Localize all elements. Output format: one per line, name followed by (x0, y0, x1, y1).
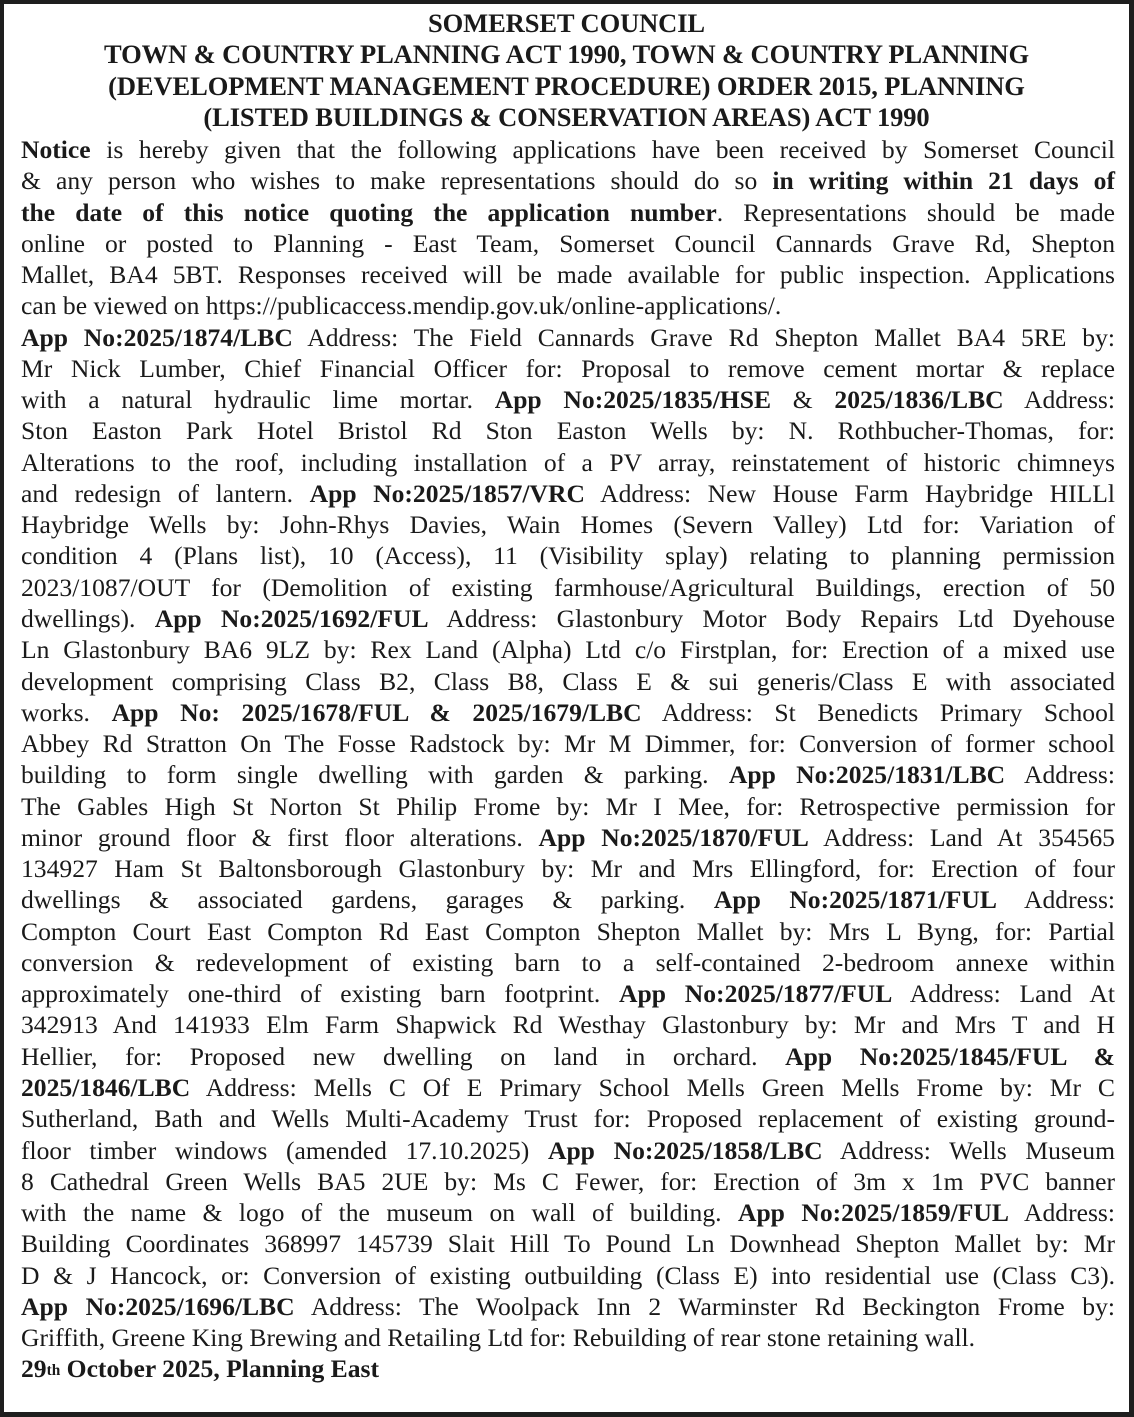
text-line (21, 853, 1115, 884)
act-title-line-1: TOWN & COUNTRY PLANNING ACT 1990, TOWN & COUNTRY PLANNING (104, 39, 1029, 70)
application-number: 2025/1846/LBC (21, 1072, 191, 1102)
application-number: the date of this notice quoting the application number (21, 197, 717, 227)
text-line (21, 1260, 1115, 1291)
text-segment: Address: (1005, 760, 1116, 790)
act-title-line-3: (LISTED BUILDINGS & CONSERVATION AREAS) ACT 1990 (203, 101, 930, 132)
text-segment: conversion & redevelopment of existing barn to a self-contained 2-bedroom annexe within (21, 947, 1115, 977)
text-line (21, 603, 1115, 634)
text-segment: floor timber windows (amended 17.10.2025) (21, 1135, 548, 1165)
intro-paragraph (21, 134, 1115, 322)
application-number: App No:2025/1835/HSE (494, 385, 772, 415)
text-line (21, 165, 1115, 196)
text-segment: Address: Mells C Of E Primary School Mells Green Mells Frome by: Mr C (190, 1072, 1115, 1102)
text-segment: Address: Wells Museum (822, 1135, 1115, 1165)
text-line (21, 791, 1115, 822)
text-line (21, 1197, 1115, 1228)
text-segment: Address: Glastonbury Motor Body Repairs Ltd Dyehouse (428, 603, 1115, 633)
text-line (21, 384, 1115, 415)
text-segment: Hellier, for: Proposed new dwelling on land in orchard. (21, 1041, 786, 1071)
application-number: App No:2025/1871/FUL (713, 885, 997, 915)
text-line (21, 478, 1115, 509)
text-line (21, 259, 1115, 290)
text-segment: and redesign of lantern. (21, 478, 310, 508)
text-line (21, 1009, 1115, 1040)
text-line (21, 978, 1115, 1009)
text-line (21, 947, 1115, 978)
text-line (21, 1041, 1115, 1072)
text-segment: Mr Nick Lumber, Chief Financial Officer for: Proposal to remove cement mortar & replace (21, 353, 1115, 383)
text-segment: dwellings). (21, 603, 155, 633)
text-segment: & (771, 385, 835, 415)
text-line (21, 1166, 1115, 1197)
notice-header (4, 8, 1129, 133)
application-number: App No:2025/1858/LBC (547, 1135, 823, 1165)
text-segment: Address: (1008, 1198, 1115, 1228)
text-segment: condition 4 (Plans list), 10 (Access), 11 (Visibility splay) relating to planning permission (21, 541, 1115, 571)
application-number: App No:2025/1692/FUL (154, 603, 429, 633)
text-segment: Address: St Benedicts Primary School (641, 697, 1116, 727)
act-title-line-2: (DEVELOPMENT MANAGEMENT PROCEDURE) ORDER 2015, PLANNING (108, 70, 1025, 101)
text-segment: Address: New House Farm Haybridge HILLl (584, 478, 1116, 508)
text-segment: dwellings & associated gardens, garages & parking. (21, 885, 714, 915)
text-line (21, 1135, 1115, 1166)
text-line (21, 415, 1115, 446)
application-number: in writing within 21 days of (772, 166, 1115, 196)
application-number: App No:2025/1877/FUL (619, 979, 893, 1009)
text-segment: Address: Land At 354565 (808, 822, 1115, 852)
text-segment: 2023/1087/OUT for (Demolition of existing farmhouse/Agricultural Buildings, erection of 50 (21, 572, 1115, 602)
text-segment: works. (21, 697, 112, 727)
text-line (21, 916, 1115, 947)
notice-date-signoff (21, 1353, 1115, 1384)
text-segment: Address: The Field Cannards Grave Rd Shepton Mallet BA4 5RE by: (292, 322, 1115, 352)
text-line (21, 228, 1115, 259)
text-segment: 342913 And 141933 Elm Farm Shapwick Rd Westhay Glastonbury by: Mr and Mrs T and H (21, 1010, 1115, 1040)
applications-list (21, 322, 1115, 1354)
text-line (21, 134, 1115, 165)
notice-body (21, 134, 1115, 1385)
text-segment: Abbey Rd Stratton On The Fosse Radstock by: Mr M Dimmer, for: Conversion of former school (21, 729, 1115, 759)
text-line (21, 728, 1115, 759)
text-line (21, 540, 1115, 571)
footer-day-suffix: th (46, 1362, 61, 1380)
application-number: App No:2025/1874/LBC (21, 322, 293, 352)
text-segment: Address: (1003, 385, 1115, 415)
application-number: App No:2025/1859/FUL (737, 1198, 1009, 1228)
planning-notice (4, 4, 1129, 1412)
text-segment: Compton Court East Compton Rd East Compton Shepton Mallet by: Mrs L Byng, for: Partial (21, 916, 1115, 946)
text-segment: minor ground floor & first floor alterations. (21, 822, 539, 852)
application-number: App No: 2025/1678/FUL & 2025/1679/LBC (111, 697, 642, 727)
text-segment: with a natural hydraulic lime mortar. (21, 385, 495, 415)
text-segment: Ston Easton Park Hotel Bristol Rd Ston Easton Wells by: N. Rothbucher-Thomas, for: (21, 416, 1115, 446)
text-segment: Building Coordinates 368997 145739 Slait Hill To Pound Ln Downhead Shepton Mallet by: Mr (21, 1229, 1115, 1259)
text-segment: Address: Land At (892, 979, 1116, 1009)
text-segment: Sutherland, Bath and Wells Multi-Academy Trust for: Proposed replacement of existing ground- (21, 1104, 1115, 1134)
text-line (21, 197, 1115, 228)
application-number: Notice (21, 135, 91, 164)
application-number: 2025/1836/LBC (834, 385, 1004, 415)
application-number: App No:2025/1696/LBC (21, 1291, 295, 1321)
text-segment: can be viewed on https://publicaccess.mendip.gov.uk/online-applications/. (21, 291, 782, 321)
text-line (21, 509, 1115, 540)
text-line (21, 666, 1115, 697)
text-line (21, 759, 1115, 790)
text-segment: 134927 Ham St Baltonsborough Glastonbury by: Mr and Mrs Ellingford, for: Erection of four (21, 854, 1115, 884)
text-segment: is hereby given that the following applications have been received by Somerset Council (90, 135, 1115, 164)
footer-day: 29 (21, 1354, 47, 1384)
text-segment: Alterations to the roof, including installation of a PV array, reinstatement of historic chimneys (21, 447, 1115, 477)
text-line (21, 884, 1115, 915)
text-line (21, 447, 1115, 478)
text-segment: Ln Glastonbury BA6 9LZ by: Rex Land (Alpha) Ltd c/o Firstplan, for: Erection of a mixed use (21, 635, 1115, 665)
text-line (21, 1291, 1115, 1322)
text-segment: Mallet, BA4 5BT. Responses received will be made available for public inspection. Applications (21, 260, 1115, 290)
text-segment: development comprising Class B2, Class B8, Class E & sui generis/Class E with associated (21, 666, 1115, 696)
text-line (21, 1322, 1115, 1353)
text-line (21, 1103, 1115, 1134)
text-line (21, 697, 1115, 728)
text-line (21, 353, 1115, 384)
application-number: App No:2025/1831/LBC (728, 760, 1006, 790)
application-number: App No:2025/1857/VRC (309, 478, 585, 508)
text-segment: The Gables High St Norton St Philip Frome by: Mr I Mee, for: Retrospective permission for (21, 791, 1115, 821)
text-segment: . Representations should be made (716, 197, 1115, 227)
council-name: SOMERSET COUNCIL (428, 8, 705, 38)
text-segment: with the name & logo of the museum on wall of building. (21, 1198, 738, 1228)
text-line (21, 1072, 1115, 1103)
text-segment: building to form single dwelling with garden & parking. (21, 760, 729, 790)
text-line (21, 572, 1115, 603)
text-segment: 8 Cathedral Green Wells BA5 2UE by: Ms C Fewer, for: Erection of 3m x 1m PVC banner (21, 1166, 1115, 1196)
text-line (21, 822, 1115, 853)
application-number: App No:2025/1845/FUL & (785, 1041, 1115, 1071)
text-line (21, 634, 1115, 665)
text-segment: Address: (996, 885, 1116, 915)
footer-date-rest: October 2025, Planning East (60, 1354, 380, 1384)
text-segment: & any person who wishes to make representations should do so (21, 166, 773, 196)
text-line (21, 1228, 1115, 1259)
text-segment: Griffith, Greene King Brewing and Retailing Ltd for: Rebuilding of rear stone retaining wall. (21, 1323, 976, 1353)
text-segment: Address: The Woolpack Inn 2 Warminster Rd Beckington Frome by: (294, 1291, 1116, 1321)
text-segment: D & J Hancock, or: Conversion of existing outbuilding (Class E) into residential use (Class C3). (21, 1260, 1115, 1290)
text-segment: approximately one-third of existing barn footprint. (21, 979, 620, 1009)
text-line (21, 322, 1115, 353)
text-segment: Haybridge Wells by: John-Rhys Davies, Wain Homes (Severn Valley) Ltd for: Variation of (21, 510, 1115, 540)
text-line (21, 290, 1115, 321)
application-number: App No:2025/1870/FUL (538, 822, 809, 852)
text-segment: online or posted to Planning - East Team, Somerset Council Cannards Grave Rd, Shepton (21, 228, 1115, 258)
